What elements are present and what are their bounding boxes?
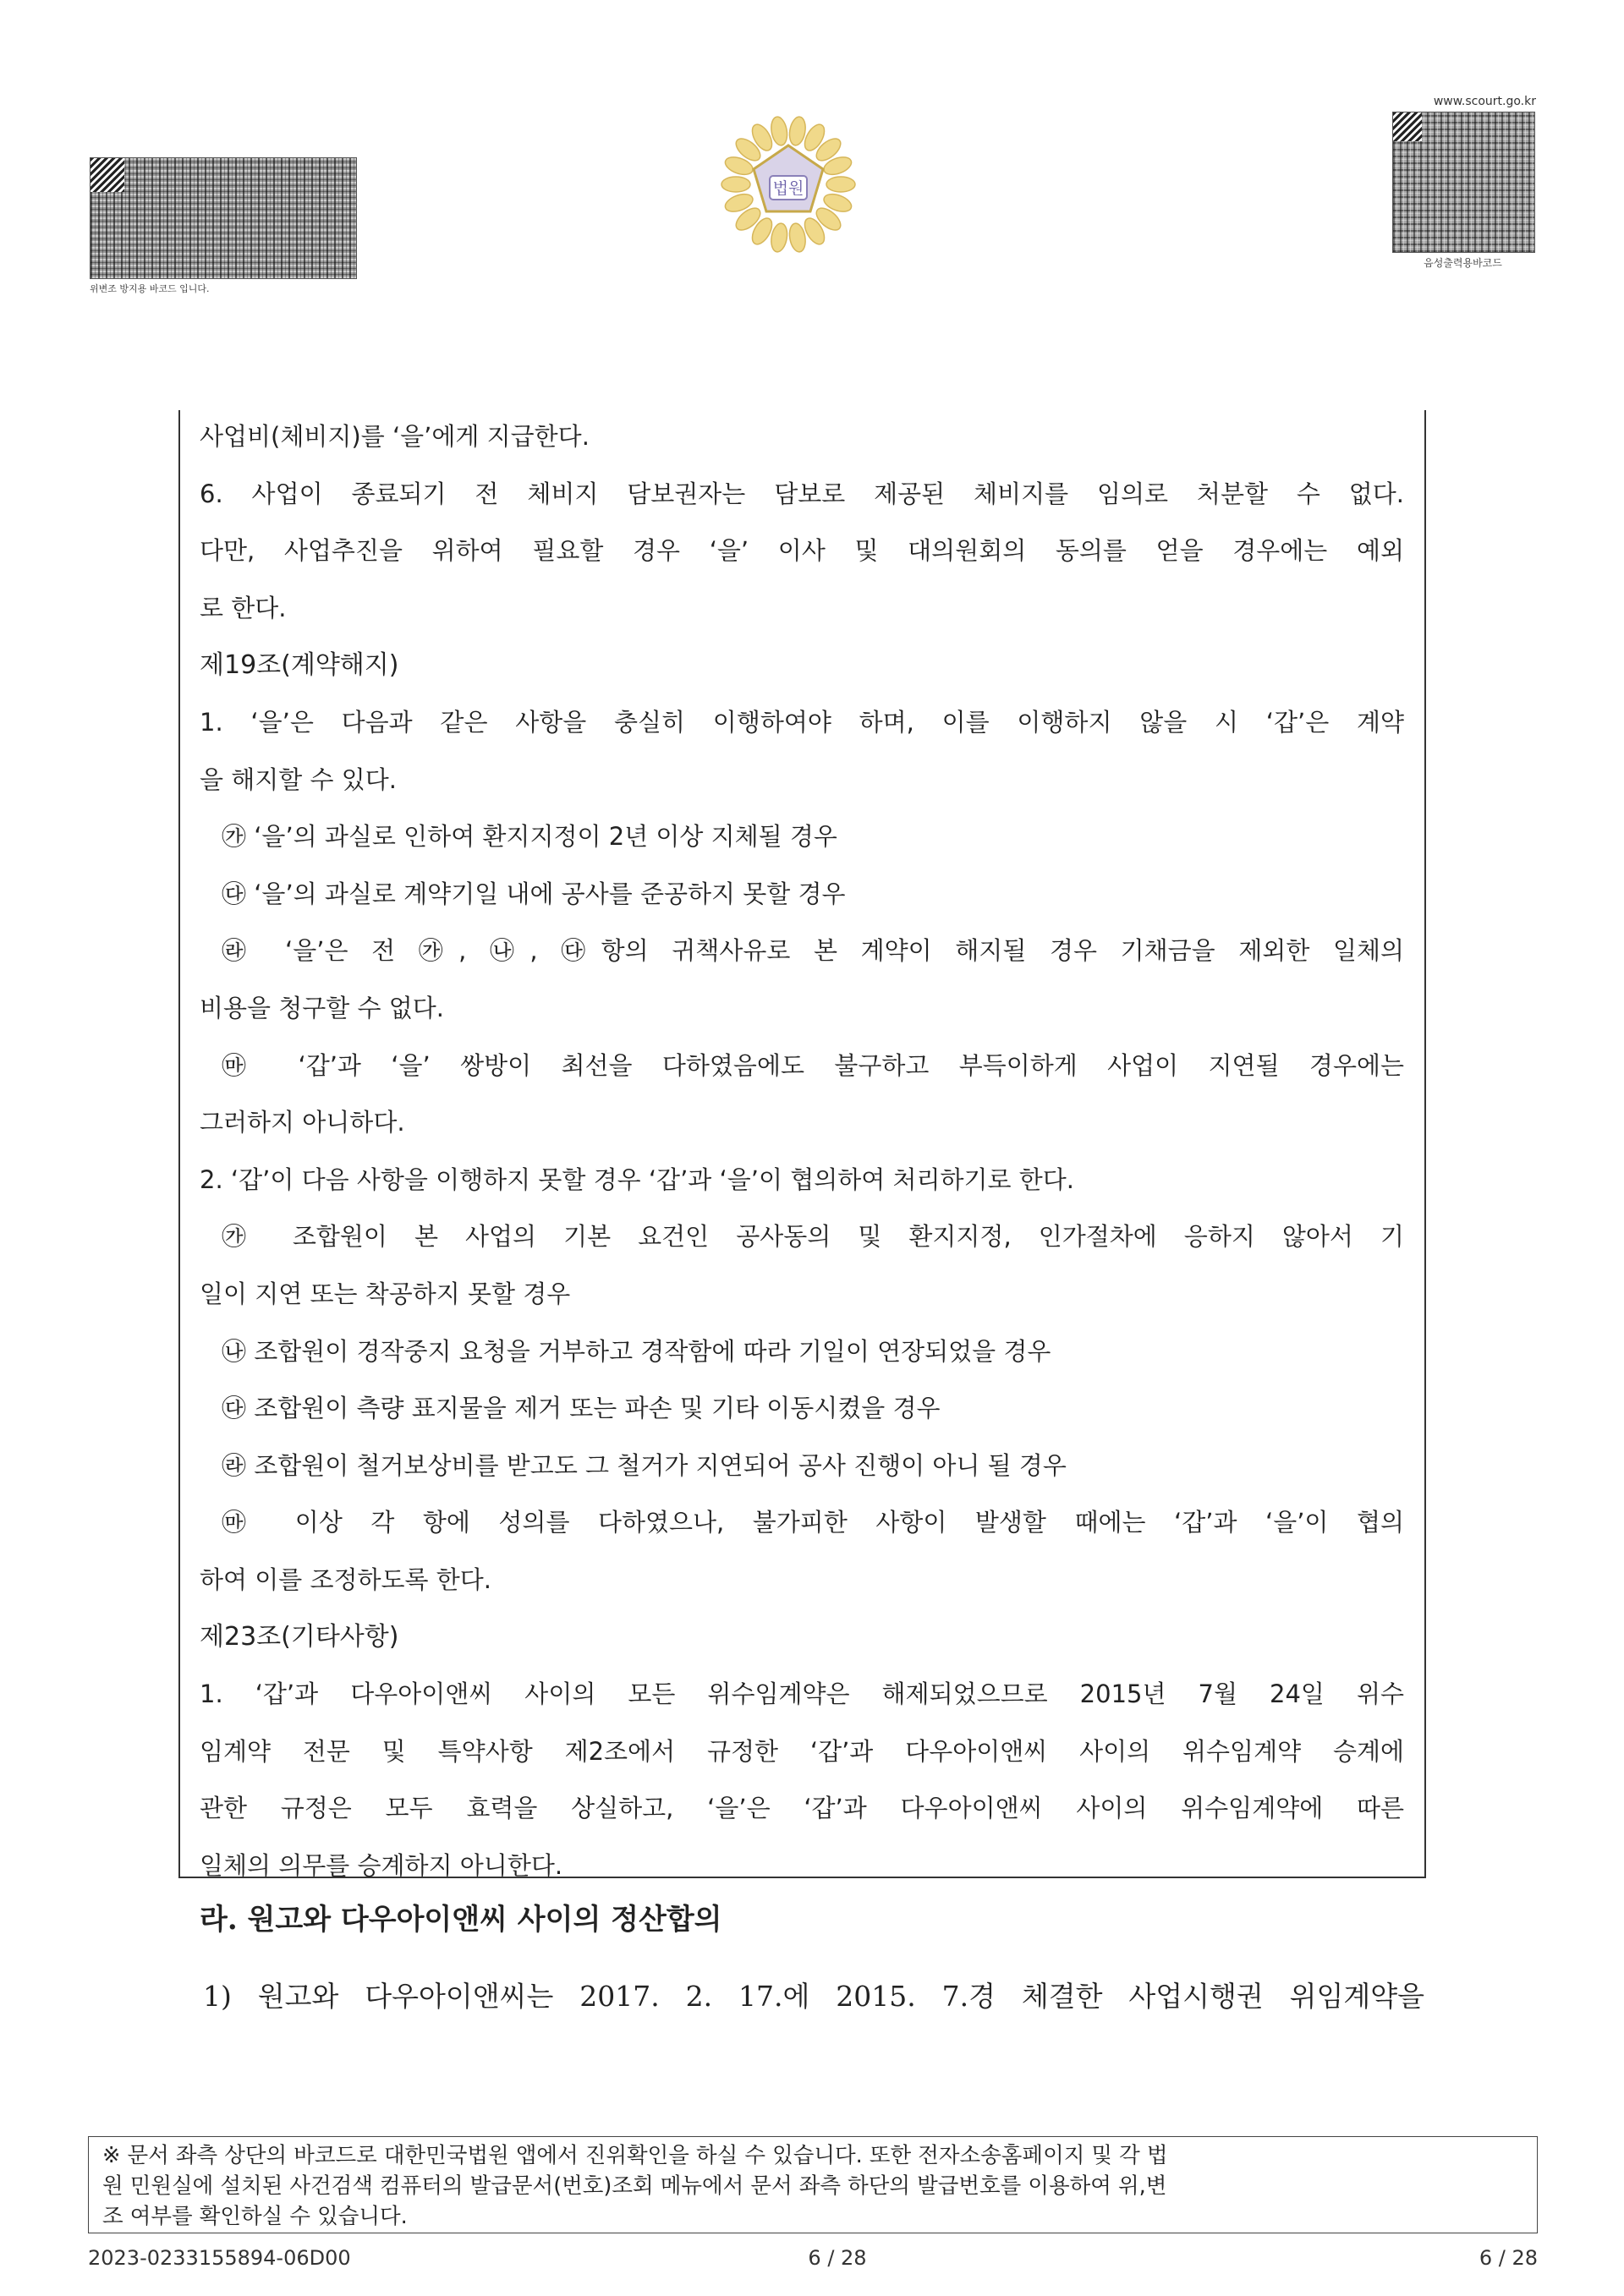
contract-line: ㉲ ‘갑’과 ‘을’ 쌍방이 최선을 다하였음에도 불구하고 부득이하게 사업이 지연될 경우에는 xyxy=(222,1050,1404,1080)
notice-line: 조 여부를 확인하실 수 있습니다. xyxy=(102,2204,408,2229)
page-number: 6 / 28 xyxy=(808,2246,867,2270)
barcode-corner-mark xyxy=(1393,112,1422,141)
section-title: 라. 원고와 다우아이앤씨 사이의 정산합의 xyxy=(200,1903,722,1937)
site-url: www.scourt.go.kr xyxy=(1433,95,1536,108)
barcode-corner-mark xyxy=(91,158,124,192)
contract-line: ㉮ 조합원이 본 사업의 기본 요건인 공사동의 및 환지지정, 인가절차에 응하지 않아서 기 xyxy=(222,1222,1404,1252)
contract-line: ㉰ ‘을’의 과실로 계약기일 내에 공사를 준공하지 못할 경우 xyxy=(222,879,846,908)
emblem-label: 법원 xyxy=(772,179,804,198)
issue-number: 2023-0233155894-06D00 xyxy=(88,2246,351,2270)
section-paragraph: 1) 원고와 다우아이앤씨는 2017. 2. 17.에 2015. 7.경 체결한 사업시행권 위임계약을 xyxy=(203,1980,1424,2013)
contract-line: 2. ‘갑’이 다음 사항을 이행하지 못할 경우 ‘갑’과 ‘을’이 협의하여 처리하기로 한다. xyxy=(200,1164,1075,1194)
contract-line: 관한 규정은 모두 효력을 상실하고, ‘을’은 ‘갑’과 다우아이앤씨 사이의 위수임계약에 따른 xyxy=(200,1794,1404,1823)
contract-line: 일이 지연 또는 착공하지 못할 경우 xyxy=(200,1279,571,1308)
notice-line: 원 민원실에 설치된 사건검색 컴퓨터의 발급문서(번호)조회 메뉴에서 문서 좌측 하단의 발급번호를 이용하여 위,변 xyxy=(102,2173,1167,2199)
contract-line: 임계약 전문 및 특약사항 제2조에서 규정한 ‘갑’과 다우아이앤씨 사이의 위수임계약 승계에 xyxy=(200,1736,1404,1766)
contract-text xyxy=(200,408,1404,1894)
contract-line: 로 한다. xyxy=(200,593,287,622)
contract-line: 다만, 사업추진을 위하여 필요할 경우 ‘을’ 이사 및 대의원회의 동의를 얻을 경우에는 예외 xyxy=(200,536,1404,566)
left-barcode-caption: 위변조 방지용 바코드 입니다. xyxy=(90,283,210,294)
contract-line: ㉱ ‘을’은 전 ㉮, ㉯, ㉰항의 귀책사유로 본 계약이 해지될 경우 기채금을 제외한 일체의 xyxy=(222,936,1404,966)
verification-notice xyxy=(88,2136,1538,2233)
contract-line: ㉲ 이상 각 항에 성의를 다하였으나, 불가피한 사항이 발생할 때에는 ‘갑’과 ‘을’이 협의 xyxy=(222,1508,1404,1537)
contract-line: 1. ‘을’은 다음과 같은 사항을 충실히 이행하여야 하며, 이를 이행하지 않을 시 ‘갑’은 계약 xyxy=(200,707,1404,737)
right-barcode-caption: 음성출력용바코드 xyxy=(1424,257,1502,269)
contract-line: 하여 이를 조정하도록 한다. xyxy=(200,1564,492,1594)
contract-line: 비용을 청구할 수 없다. xyxy=(200,993,444,1022)
contract-line: 을 해지할 수 있다. xyxy=(200,764,397,794)
voice-output-barcode xyxy=(1392,112,1535,253)
contract-line: ㉯ 조합원이 경작중지 요청을 거부하고 경작함에 따라 기일이 연장되었을 경우 xyxy=(222,1336,1051,1366)
contract-line: 사업비(체비지)를 ‘을’에게 지급한다. xyxy=(200,422,590,451)
contract-line: 그러하지 아니하다. xyxy=(200,1108,405,1137)
notice-line: ※ 문서 좌측 상단의 바코드로 대한민국법원 앱에서 진위확인을 하실 수 있습니다. 또한 전자소송홈페이지 및 각 법 xyxy=(102,2143,1168,2168)
contract-line: 일체의 의무를 승계하지 아니한다. xyxy=(200,1850,563,1880)
contract-line: 6. 사업이 종료되기 전 체비지 담보권자는 담보로 제공된 체비지를 임의로 처분할 수 없다. xyxy=(200,479,1404,508)
contract-line: 1. ‘갑’과 다우아이앤씨 사이의 모든 위수임계약은 해제되었으므로 2015년 7월 24일 위수 xyxy=(200,1680,1404,1709)
article-heading: 제23조(기타사항) xyxy=(200,1622,399,1652)
contract-line: ㉮ ‘을’의 과실로 인하여 환지지정이 2년 이상 지체될 경우 xyxy=(222,822,837,852)
contract-line: ㉱ 조합원이 철거보상비를 받고도 그 철거가 지연되어 공사 진행이 아니 될 경우 xyxy=(222,1450,1067,1480)
article-heading: 제19조(계약해지) xyxy=(200,650,399,681)
forgery-prevention-barcode xyxy=(90,157,357,279)
contract-line: ㉰ 조합원이 측량 표지물을 제거 또는 파손 및 기타 이동시켰을 경우 xyxy=(222,1394,941,1423)
court-emblem-icon xyxy=(717,112,859,262)
page-number-right: 6 / 28 xyxy=(1479,2246,1538,2270)
